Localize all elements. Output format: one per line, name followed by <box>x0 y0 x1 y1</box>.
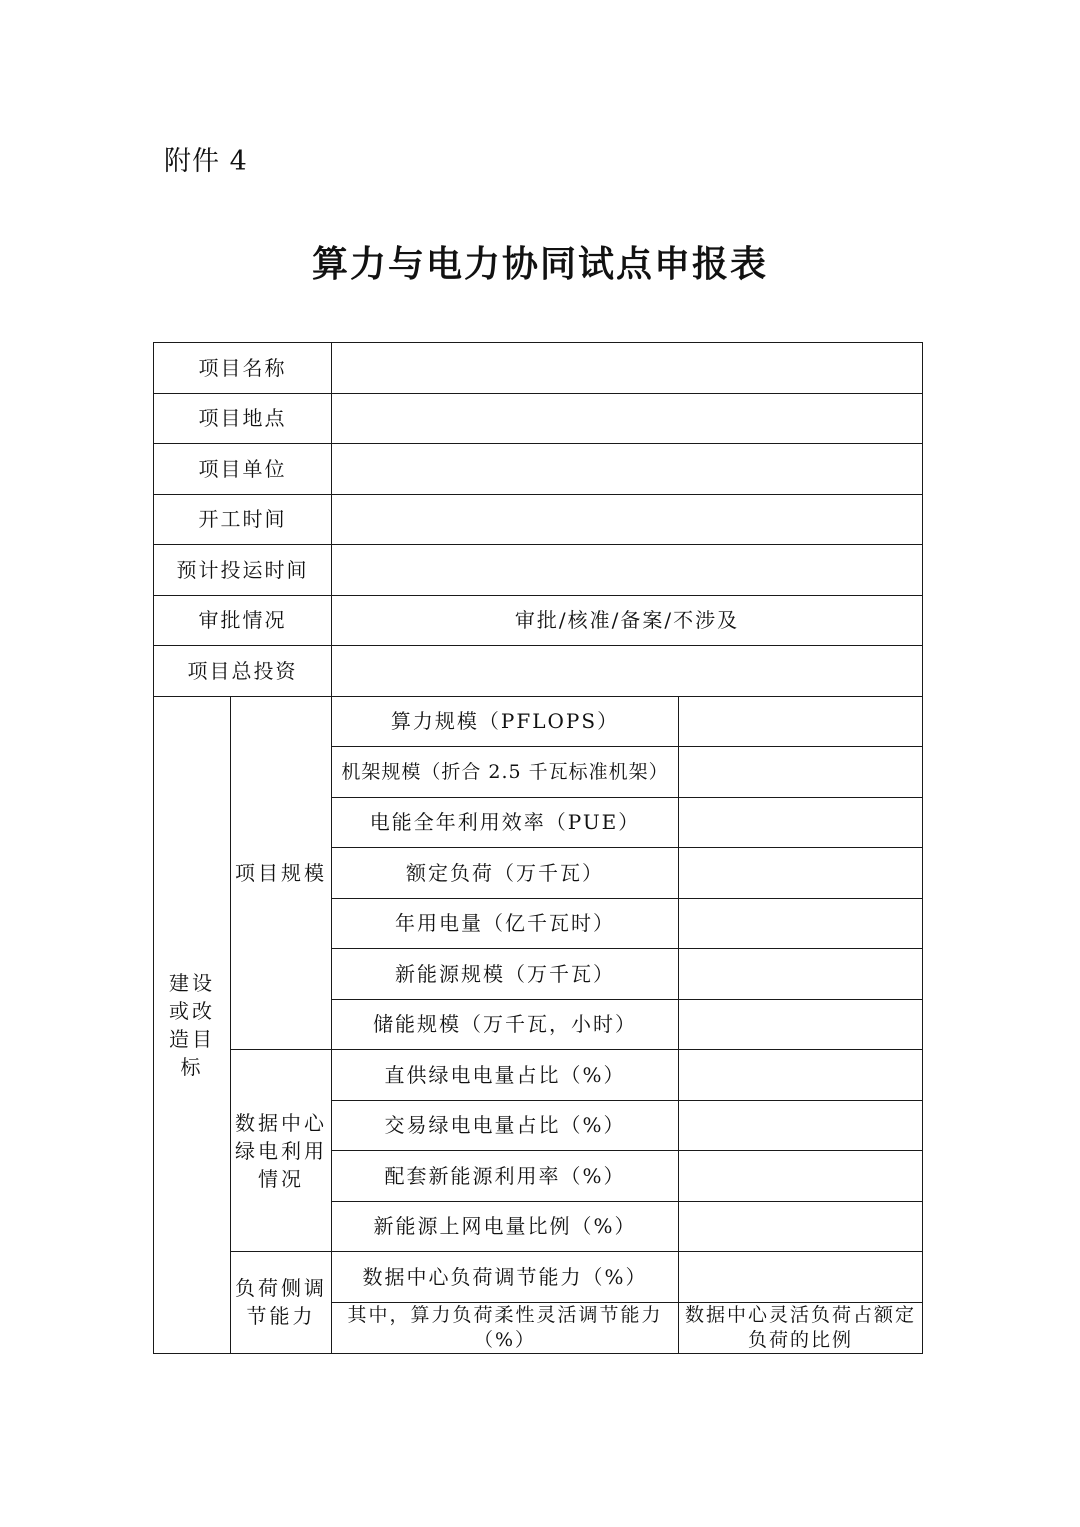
table-row <box>154 1252 923 1303</box>
item-label-rack-scale: 机架规模（折合 2.5 千瓦标准机架） <box>332 747 679 798</box>
approval-status-field[interactable]: 审批/核准/备案/不涉及 <box>332 595 923 646</box>
item-label-renewable-scale: 新能源规模（万千瓦） <box>332 949 679 1000</box>
project-location-field[interactable] <box>332 393 923 444</box>
group-label-load-regulation: 负荷侧调节能力 <box>231 1252 332 1354</box>
row-label-start-time: 开工时间 <box>154 494 332 545</box>
storage-scale-field[interactable] <box>679 999 923 1050</box>
compute-scale-field[interactable] <box>679 696 923 747</box>
item-label-flexible-regulation: 其中，算力负荷柔性灵活调节能力（%） <box>332 1302 679 1353</box>
renewable-scale-field[interactable] <box>679 949 923 1000</box>
annual-consumption-field[interactable] <box>679 898 923 949</box>
row-label-project-location: 项目地点 <box>154 393 332 444</box>
row-label-project-name: 项目名称 <box>154 343 332 394</box>
dc-load-regulation-field[interactable] <box>679 1252 923 1303</box>
flexible-load-ratio-note: 数据中心灵活负荷占额定负荷的比例 <box>679 1302 923 1353</box>
renewable-utilization-field[interactable] <box>679 1151 923 1202</box>
item-label-traded-green-share: 交易绿电电量占比（%） <box>332 1100 679 1151</box>
item-label-dc-load-regulation: 数据中心负荷调节能力（%） <box>332 1252 679 1303</box>
item-label-direct-green-share: 直供绿电电量占比（%） <box>332 1050 679 1101</box>
group-label-green-power: 数据中心绿电利用情况 <box>231 1050 332 1252</box>
row-label-approval-status: 审批情况 <box>154 595 332 646</box>
item-label-storage-scale: 储能规模（万千瓦，小时） <box>332 999 679 1050</box>
item-label-renewable-utilization: 配套新能源利用率（%） <box>332 1151 679 1202</box>
table-row <box>154 595 923 646</box>
pue-field[interactable] <box>679 797 923 848</box>
row-label-project-unit: 项目单位 <box>154 444 332 495</box>
grid-feed-ratio-field[interactable] <box>679 1201 923 1252</box>
item-label-compute-scale: 算力规模（PFLOPS） <box>332 696 679 747</box>
project-name-field[interactable] <box>332 343 923 394</box>
total-investment-field[interactable] <box>332 646 923 697</box>
direct-green-share-field[interactable] <box>679 1050 923 1101</box>
application-form-table <box>153 342 923 1354</box>
table-row <box>154 444 923 495</box>
traded-green-share-field[interactable] <box>679 1100 923 1151</box>
rack-scale-field[interactable] <box>679 747 923 798</box>
planned-operation-time-field[interactable] <box>332 545 923 596</box>
table-row <box>154 545 923 596</box>
row-label-planned-operation-time: 预计投运时间 <box>154 545 332 596</box>
table-row <box>154 494 923 545</box>
project-unit-field[interactable] <box>332 444 923 495</box>
table-row <box>154 393 923 444</box>
table-row <box>154 646 923 697</box>
attachment-label: 附件 4 <box>164 146 248 177</box>
item-label-grid-feed-ratio: 新能源上网电量比例（%） <box>332 1201 679 1252</box>
page-title: 算力与电力协同试点申报表 <box>311 244 768 285</box>
target-section-label: 建设或改造目标 <box>154 696 231 1353</box>
row-label-total-investment: 项目总投资 <box>154 646 332 697</box>
rated-load-field[interactable] <box>679 848 923 899</box>
table-row <box>154 343 923 394</box>
table-row <box>154 1050 923 1101</box>
table-row <box>154 696 923 747</box>
start-time-field[interactable] <box>332 494 923 545</box>
item-label-rated-load: 额定负荷（万千瓦） <box>332 848 679 899</box>
item-label-annual-consumption: 年用电量（亿千瓦时） <box>332 898 679 949</box>
item-label-pue: 电能全年利用效率（PUE） <box>332 797 679 848</box>
group-label-project-scale: 项目规模 <box>231 696 332 1050</box>
